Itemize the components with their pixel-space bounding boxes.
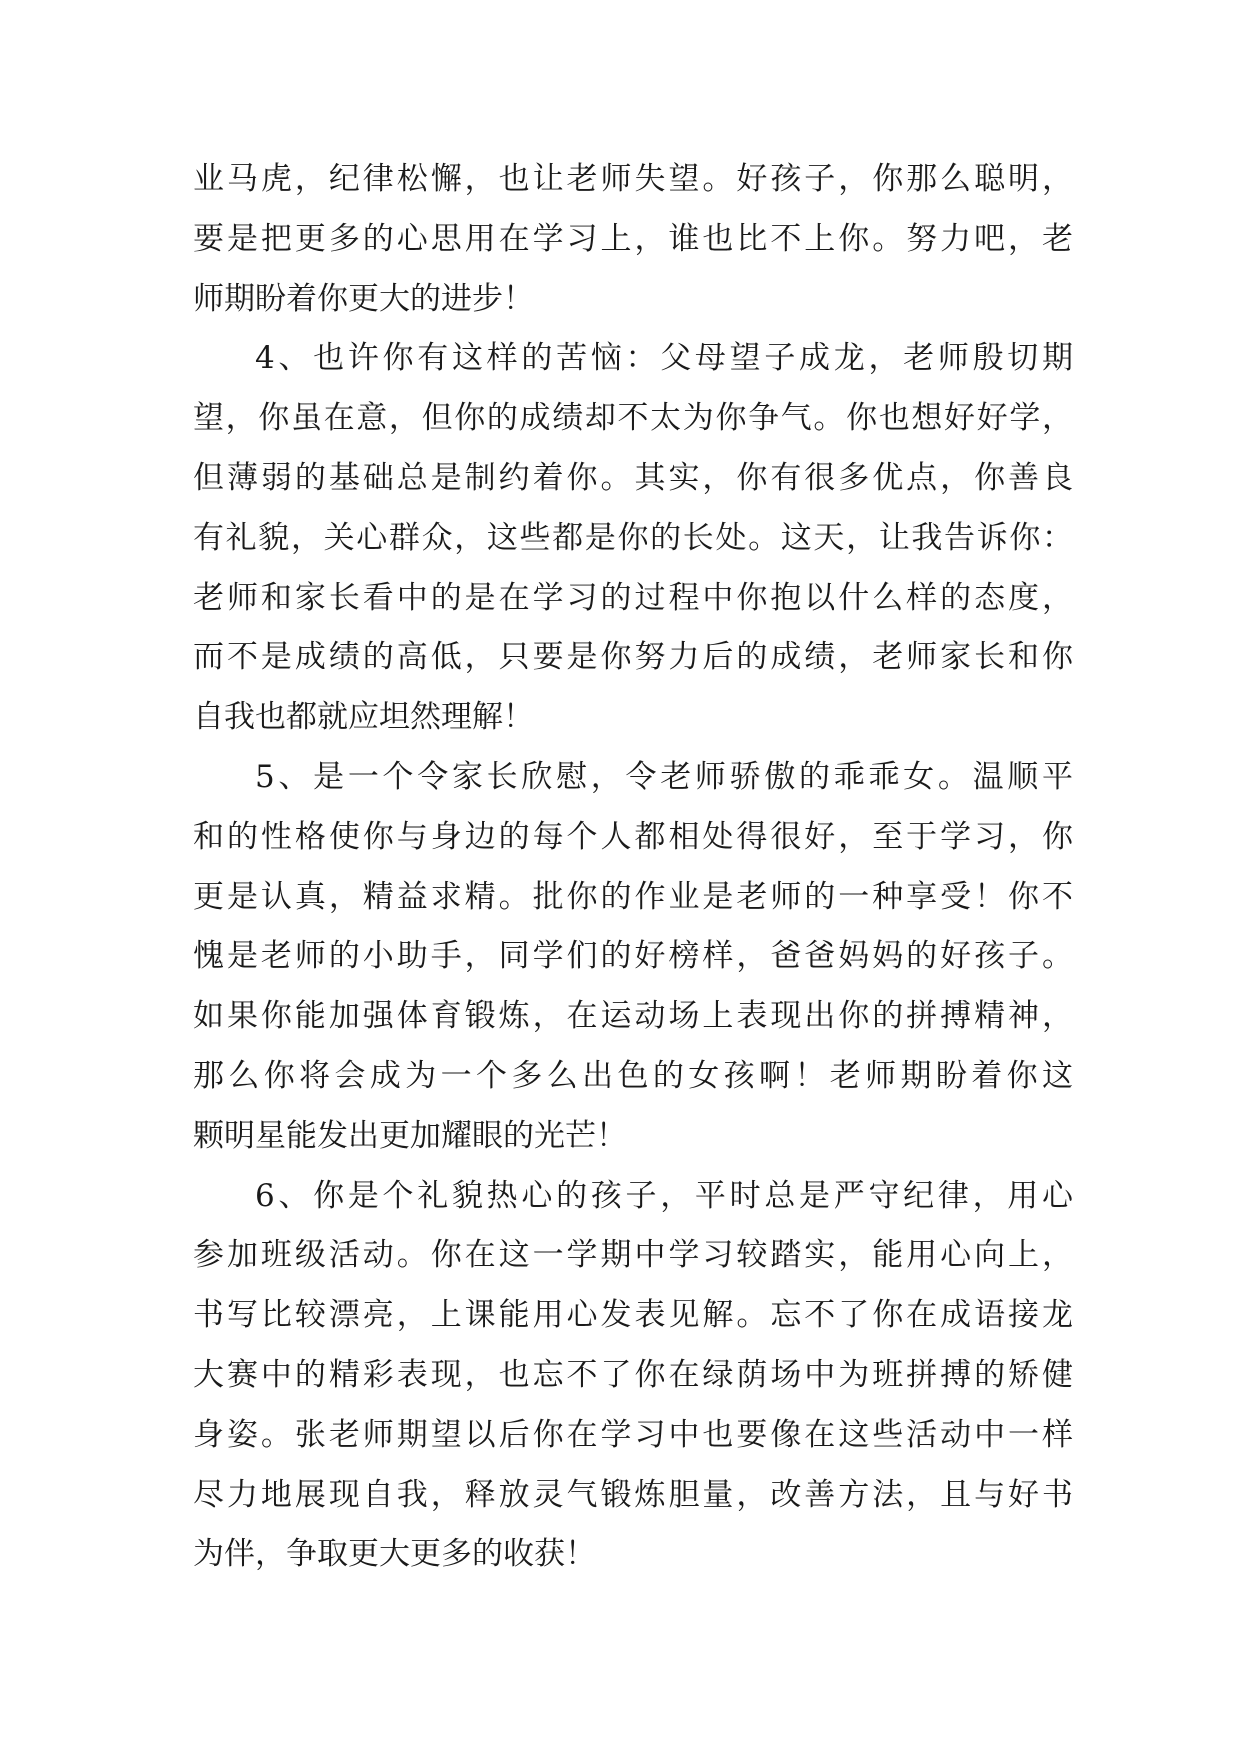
text-line: 参加班级活动。你在这一学期中学习较踏实，能用心向上， [193, 1237, 1073, 1274]
text-line: 书写比较漂亮，上课能用心发表见解。忘不了你在成语接龙 [193, 1297, 1073, 1334]
text-line: 师期盼着你更大的进步！ [193, 280, 534, 317]
document-page [193, 150, 1073, 1585]
text-line: 但薄弱的基础总是制约着你。其实，你有很多优点，你善良 [193, 459, 1073, 496]
text-line: 愧是老师的小助手，同学们的好榜样，爸爸妈妈的好孩子。 [193, 938, 1073, 975]
text-line: 和的性格使你与身边的每个人都相处得很好，至于学习，你 [193, 818, 1073, 855]
paragraph-start-line: 5、是一个令家长欣慰，令老师骄傲的乖乖女。温顺平 [255, 758, 1073, 795]
text-line: 如果你能加强体育锻炼，在运动场上表现出你的拼搏精神， [193, 998, 1073, 1035]
text-line: 而不是成绩的高低，只要是你努力后的成绩，老师家长和你 [193, 639, 1073, 676]
text-line: 为伴，争取更大更多的收获！ [193, 1536, 596, 1573]
text-line: 身姿。张老师期望以后你在学习中也要像在这些活动中一样 [193, 1416, 1073, 1453]
text-line: 自我也都就应坦然理解！ [193, 699, 534, 736]
paragraph-start-line: 6、你是个礼貌热心的孩子，平时总是严守纪律，用心 [255, 1177, 1073, 1214]
text-line: 尽力地展现自我，释放灵气锻炼胆量，改善方法，且与好书 [193, 1476, 1073, 1513]
text-line: 有礼貌，关心群众，这些都是你的长处。这天，让我告诉你： [193, 519, 1073, 556]
text-line: 要是把更多的心思用在学习上，谁也比不上你。努力吧，老 [193, 220, 1073, 257]
text-line: 颗明星能发出更加耀眼的光芒！ [193, 1117, 627, 1154]
text-line: 大赛中的精彩表现，也忘不了你在绿荫场中为班拼搏的矫健 [193, 1356, 1073, 1393]
text-line: 那么你将会成为一个多么出色的女孩啊！老师期盼着你这 [193, 1057, 1073, 1094]
text-line: 业马虎，纪律松懈，也让老师失望。好孩子，你那么聪明， [193, 161, 1073, 197]
text-line: 老师和家长看中的是在学习的过程中你抱以什么样的态度， [193, 579, 1073, 616]
paragraph-start-line: 4、也许你有这样的苦恼：父母望子成龙，老师殷切期 [255, 340, 1073, 377]
text-line: 更是认真，精益求精。批你的作业是老师的一种享受！你不 [193, 878, 1073, 915]
text-line: 望，你虽在意，但你的成绩却不太为你争气。你也想好好学， [193, 400, 1073, 437]
